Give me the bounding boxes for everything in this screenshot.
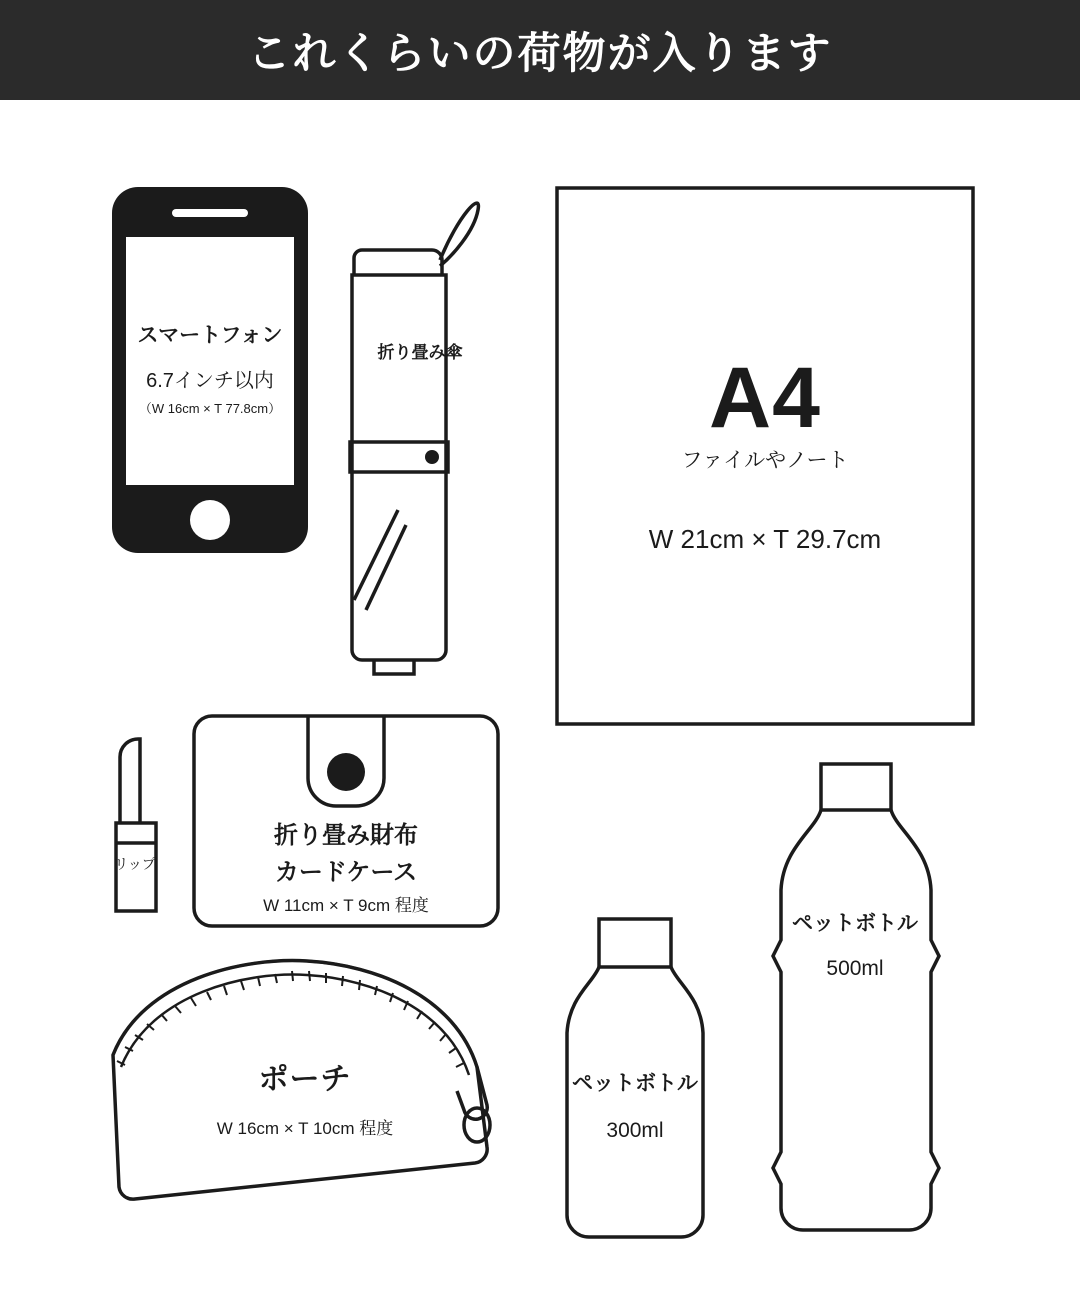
smartphone-size: 6.7インチ以内	[146, 370, 274, 392]
umbrella-icon	[340, 180, 500, 675]
pouch-name: ポーチ	[258, 1063, 352, 1096]
lip-balm-illustration	[98, 735, 173, 915]
a4-dimensions: W 21cm × T 29.7cm	[648, 524, 882, 554]
smartphone-dimensions: （W 16cm × T 77.8cm）	[138, 401, 282, 416]
a4-subtitle: ファイルやノート	[681, 449, 849, 472]
wallet-name-line1: 折り畳み財布	[274, 822, 418, 849]
wallet-name-line2: カードケース	[274, 859, 418, 886]
bottle-large-icon	[765, 760, 945, 1240]
page-title: これくらいの荷物が入ります	[247, 28, 833, 79]
bottle-500ml-volume: 500ml	[826, 957, 884, 980]
lip-balm-icon	[98, 735, 173, 915]
lip-balm-name: リップ	[114, 856, 156, 872]
wallet-dimensions: W 11cm × T 9cm 程度	[263, 896, 429, 915]
umbrella-name: 折り畳み傘	[377, 343, 463, 362]
a4-title: A4	[709, 350, 821, 446]
header-banner	[0, 0, 1080, 100]
smartphone-name: スマートフォン	[137, 324, 283, 347]
bottle-300ml-volume: 300ml	[606, 1119, 664, 1142]
bottle-500ml-illustration	[765, 760, 945, 1240]
bottle-300ml-name: ペットボトル	[572, 1072, 698, 1095]
folding-umbrella-illustration	[340, 180, 500, 675]
bottle-500ml-name: ペットボトル	[792, 912, 918, 935]
pouch-dimensions: W 16cm × T 10cm 程度	[216, 1119, 394, 1138]
